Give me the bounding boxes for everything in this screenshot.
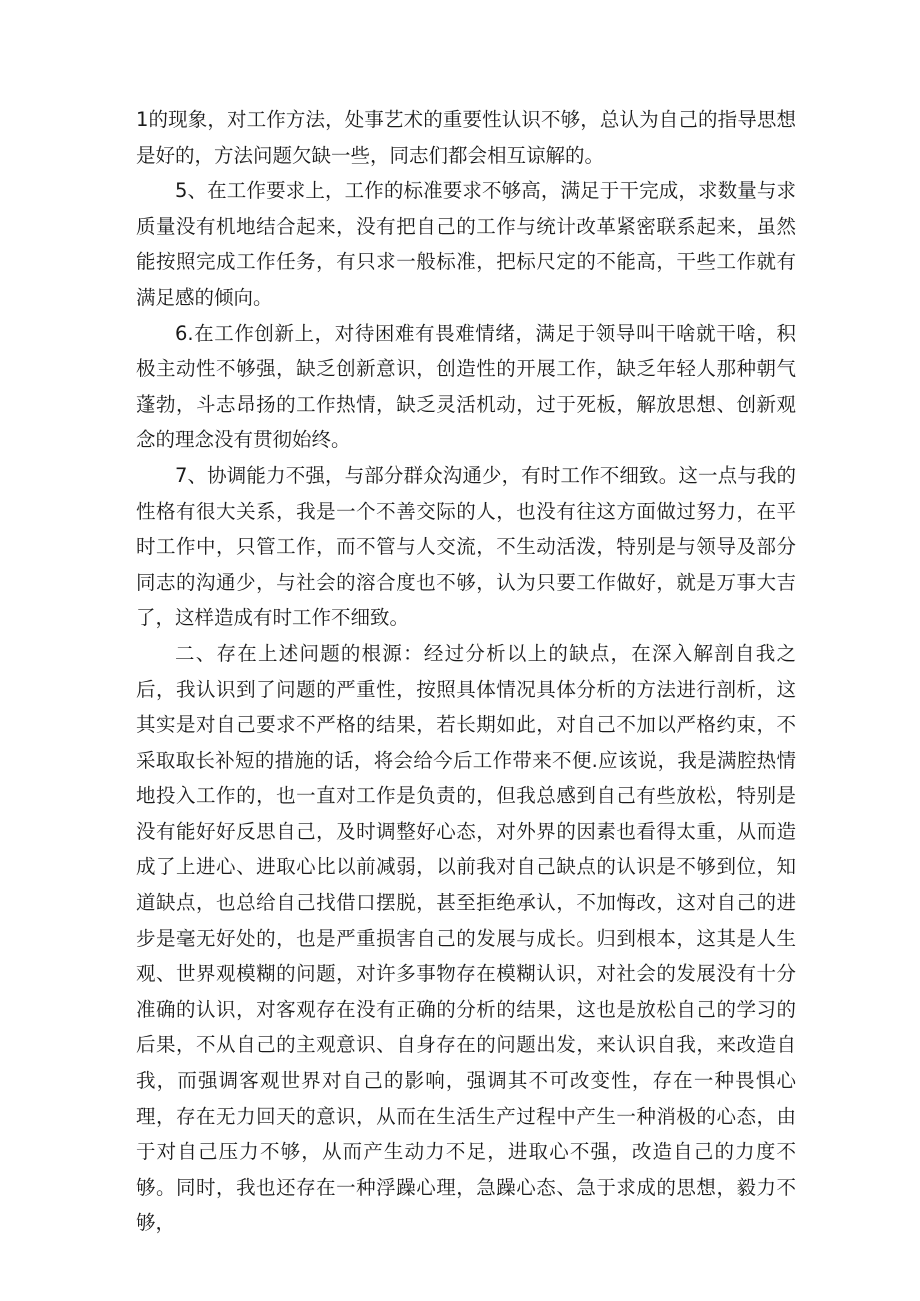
document-body bbox=[136, 102, 796, 1241]
paragraph-item-6: 6.在工作创新上，对待困难有畏难情绪，满足于领导叫干啥就干啥，积极主动性不够强，缺乏创新意识，创造性的开展工作，缺乏年轻人那种朝气蓬勃，斗志昂扬的工作热情，缺乏灵活机动，过于死板，解放思想、创新观念的理念没有贯彻始终。 bbox=[136, 321, 796, 452]
paragraph-item-5: 5、在工作要求上，工作的标准要求不够高，满足于干完成，求数量与求质量没有机地结合起来，没有把自己的工作与统计改革紧密联系起来，虽然能按照完成工作任务，有只求一般标准，把标尺定的不能高，干些工作就有满足感的倾向。 bbox=[136, 179, 796, 309]
paragraph-continuation: 1的现象，对工作方法，处事艺术的重要性认识不够，总认为自己的指导思想是好的，方法问题欠缺一些，同志们都会相互谅解的。 bbox=[136, 108, 796, 167]
paragraph-item-7: 7、协调能力不强，与部分群众沟通少，有时工作不细致。这一点与我的性格有很大关系，我是一个不善交际的人，也没有往这方面做过努力，在平时工作中，只管工作，而不管与人交流，不生动活泼，特别是与领导及部分同志的沟通少，与社会的溶合度也不够，认为只要工作做好，就是万事大吉了，这样造成有时工作不细致。 bbox=[136, 463, 796, 630]
paragraph-section-2: 二、存在上述问题的根源：经过分析以上的缺点，在深入解剖自我之后，我认识到了问题的严重性，按照具体情况具体分析的方法进行剖析，这其实是对自己要求不严格的结果，若长期如此，对自己不加以严格约束，不采取取长补短的措施的话，将会给今后工作带来不便.应该说，我是满腔热情地投入工作的，也一直对工作是负责的，但我总感到自己有些放松，特别是没有能好好反思自己，及时调整好心态，对外界的因素也看得太重，从而造成了上进心、进取心比以前减弱，以前我对自己缺点的认识是不够到位，知道缺点，也总给自己找借口摆脱，甚至拒绝承认，不加悔改，这对自己的进步是毫无好处的，也是严重损害自己的发展与成长。归到根本，这其是人生观、世界观模糊的问题，对许多事物存在模糊认识，对社会的发展没有十分准确的认识，对客观存在没有正确的分析的结果，这也是放松自己的学习的后果，不从自己的主观意识、自身存在的问题出发，来认识自我，来改造自我，而强调客观世界对自己的影响，强调其不可改变性，存在一种畏惧心理，存在无力回天的意识，从而在生活生产过程中产生一种消极的心态，由于对自己压力不够，从而产生动力不足，进取心不强，改造自己的力度不够。同时，我也还存在一种浮躁心理，急躁心态、急于求成的思想，毅力不够， bbox=[136, 641, 796, 1235]
